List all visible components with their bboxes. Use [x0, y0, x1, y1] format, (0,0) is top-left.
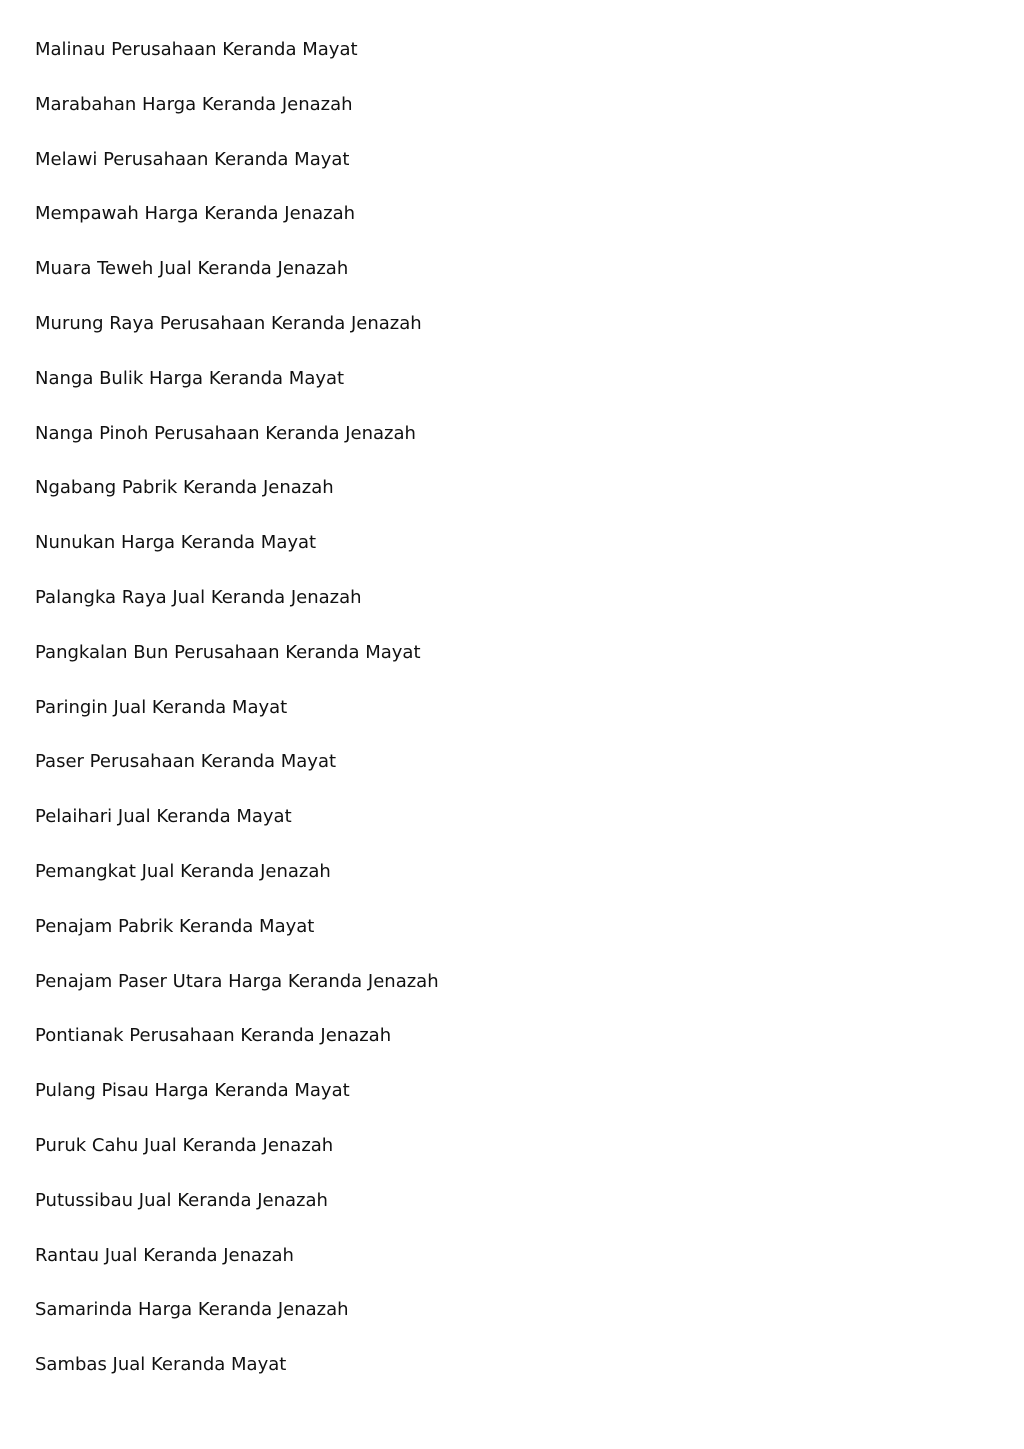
list-item-link[interactable]: Pontianak Perusahaan Keranda Jenazah	[35, 1025, 392, 1047]
list-item-link[interactable]: Pemangkat Jual Keranda Jenazah	[35, 860, 331, 882]
list-item-link[interactable]: Penajam Paser Utara Harga Keranda Jenazah	[35, 970, 439, 992]
list-item-link[interactable]: Putussibau Jual Keranda Jenazah	[35, 1189, 328, 1211]
list-item-link[interactable]: Pulang Pisau Harga Keranda Mayat	[35, 1080, 350, 1102]
list-item-link[interactable]: Sambas Jual Keranda Mayat	[35, 1354, 287, 1376]
list-item-link[interactable]: Puruk Cahu Jual Keranda Jenazah	[35, 1134, 334, 1156]
list-item-link[interactable]: Samarinda Harga Keranda Jenazah	[35, 1299, 349, 1321]
list-item-link[interactable]: Malinau Perusahaan Keranda Mayat	[35, 39, 358, 60]
list-item-link[interactable]: Pelaihari Jual Keranda Mayat	[35, 806, 292, 828]
list-item-link[interactable]: Marabahan Harga Keranda Jenazah	[35, 93, 353, 115]
list-item-link[interactable]: Murung Raya Perusahaan Keranda Jenazah	[35, 312, 422, 334]
list-item-link[interactable]: Mempawah Harga Keranda Jenazah	[35, 203, 356, 225]
list-item-link[interactable]: Nunukan Harga Keranda Mayat	[35, 532, 317, 554]
location-link-list	[35, 37, 935, 1407]
list-item-link[interactable]: Penajam Pabrik Keranda Mayat	[35, 915, 315, 937]
list-item-link[interactable]: Paringin Jual Keranda Mayat	[35, 696, 288, 718]
list-item-link[interactable]: Pangkalan Bun Perusahaan Keranda Mayat	[35, 641, 421, 663]
list-item-link[interactable]: Nanga Pinoh Perusahaan Keranda Jenazah	[35, 422, 416, 444]
list-item-link[interactable]: Paser Perusahaan Keranda Mayat	[35, 751, 337, 773]
list-item-link[interactable]: Ngabang Pabrik Keranda Jenazah	[35, 477, 334, 499]
list-item-link[interactable]: Melawi Perusahaan Keranda Mayat	[35, 148, 350, 170]
list-item-link[interactable]: Rantau Jual Keranda Jenazah	[35, 1244, 294, 1266]
list-item-link[interactable]: Nanga Bulik Harga Keranda Mayat	[35, 367, 345, 389]
list-item-link[interactable]: Palangka Raya Jual Keranda Jenazah	[35, 586, 362, 608]
list-item-link[interactable]: Muara Teweh Jual Keranda Jenazah	[35, 258, 349, 280]
